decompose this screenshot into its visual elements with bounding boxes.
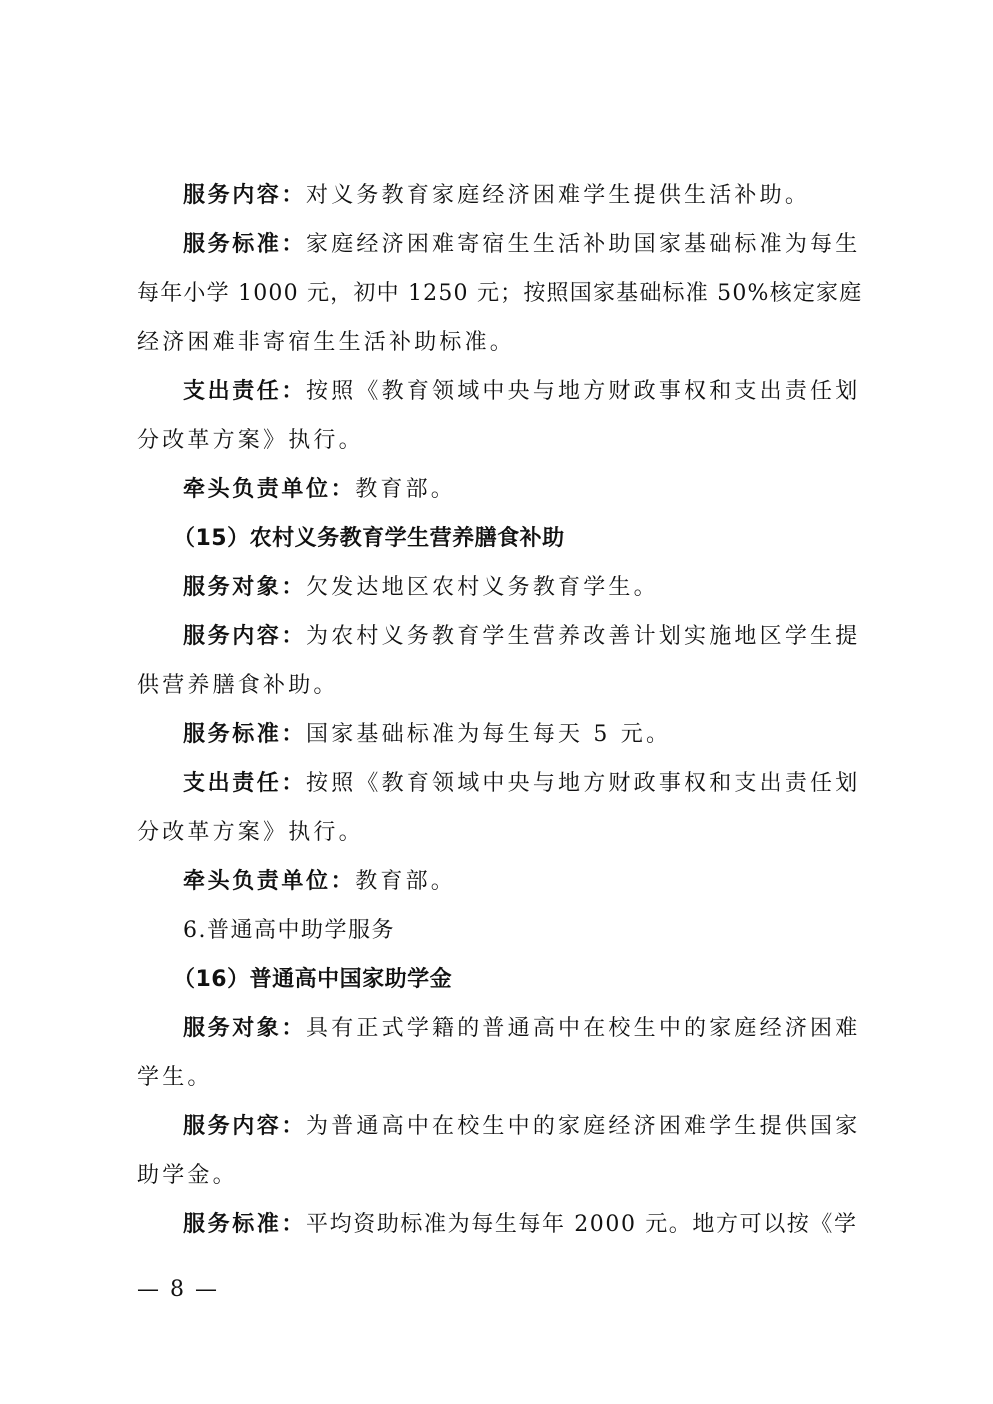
paragraph-line	[137, 862, 857, 902]
field-label: 牵头负责单位：	[183, 477, 356, 502]
paragraph-line	[137, 1107, 861, 1147]
field-label: 服务标准：	[183, 232, 307, 257]
field-label: 服务对象：	[183, 1016, 307, 1041]
field-text: 国家基础标准为每生每天 5 元。	[306, 722, 672, 747]
paragraph-line	[137, 617, 861, 657]
field-text: 分改革方案》执行。	[137, 428, 364, 453]
field-text: 具有正式学籍的普通高中在校生中的家庭经济困难	[306, 1016, 861, 1041]
paragraph-line	[137, 1156, 857, 1196]
field-text: 经济困难非寄宿生生活补助标准。	[137, 330, 516, 355]
paragraph-line	[137, 372, 861, 412]
field-text: 对义务教育家庭经济困难学生提供生活补助。	[306, 183, 811, 208]
field-label: 服务内容：	[183, 624, 307, 649]
paragraph-line	[137, 176, 857, 216]
paragraph-line	[137, 813, 857, 853]
field-text: 分改革方案》执行。	[137, 820, 364, 845]
field-text: 为普通高中在校生中的家庭经济困难学生提供国家	[306, 1114, 861, 1139]
paragraph-line	[137, 666, 857, 706]
field-label: 支出责任：	[183, 771, 307, 796]
field-label: 服务标准：	[183, 722, 307, 747]
field-text: 为农村义务教育学生营养改善计划实施地区学生提	[306, 624, 861, 649]
paragraph-line	[137, 1009, 861, 1049]
paragraph-line	[137, 764, 861, 804]
field-text: 教育部。	[355, 477, 457, 502]
paragraph-line	[137, 225, 861, 265]
paragraph-line	[137, 568, 857, 608]
section-heading	[137, 519, 857, 559]
subsection-heading	[137, 911, 857, 951]
field-label: 服务对象：	[183, 575, 307, 600]
field-text: 平均资助标准为每生每年 2000 元。地方可以按《学	[306, 1212, 858, 1237]
field-text: 教育部。	[355, 869, 457, 894]
paragraph-line	[137, 1205, 857, 1245]
field-label: 服务标准：	[183, 1212, 307, 1237]
field-text: 家庭经济困难寄宿生生活补助国家基础标准为每生	[306, 232, 861, 257]
section-heading	[137, 960, 857, 1000]
field-text: 欠发达地区农村义务教育学生。	[306, 575, 659, 600]
field-label: 牵头负责单位：	[183, 869, 356, 894]
heading-text: （15）农村义务教育学生营养膳食补助	[173, 526, 565, 551]
field-text: 按照《教育领域中央与地方财政事权和支出责任划	[306, 379, 861, 404]
heading-text: 6.普通高中助学服务	[183, 918, 395, 943]
paragraph-line	[137, 323, 857, 363]
paragraph-line	[137, 715, 857, 755]
field-label: 支出责任：	[183, 379, 307, 404]
field-label: 服务内容：	[183, 1114, 307, 1139]
field-text: 学生。	[137, 1065, 213, 1090]
field-text: 按照《教育领域中央与地方财政事权和支出责任划	[306, 771, 861, 796]
paragraph-line	[137, 421, 857, 461]
field-text: 每年小学 1000 元，初中 1250 元；按照国家基础标准 50%核定家庭	[137, 281, 863, 306]
field-label: 服务内容：	[183, 183, 307, 208]
heading-text: （16）普通高中国家助学金	[173, 967, 453, 992]
paragraph-line	[137, 470, 857, 510]
page-number: — 8 —	[137, 1277, 219, 1302]
paragraph-line	[137, 274, 863, 314]
paragraph-line	[137, 1058, 857, 1098]
field-text: 供营养膳食补助。	[137, 673, 339, 698]
field-text: 助学金。	[137, 1163, 238, 1188]
